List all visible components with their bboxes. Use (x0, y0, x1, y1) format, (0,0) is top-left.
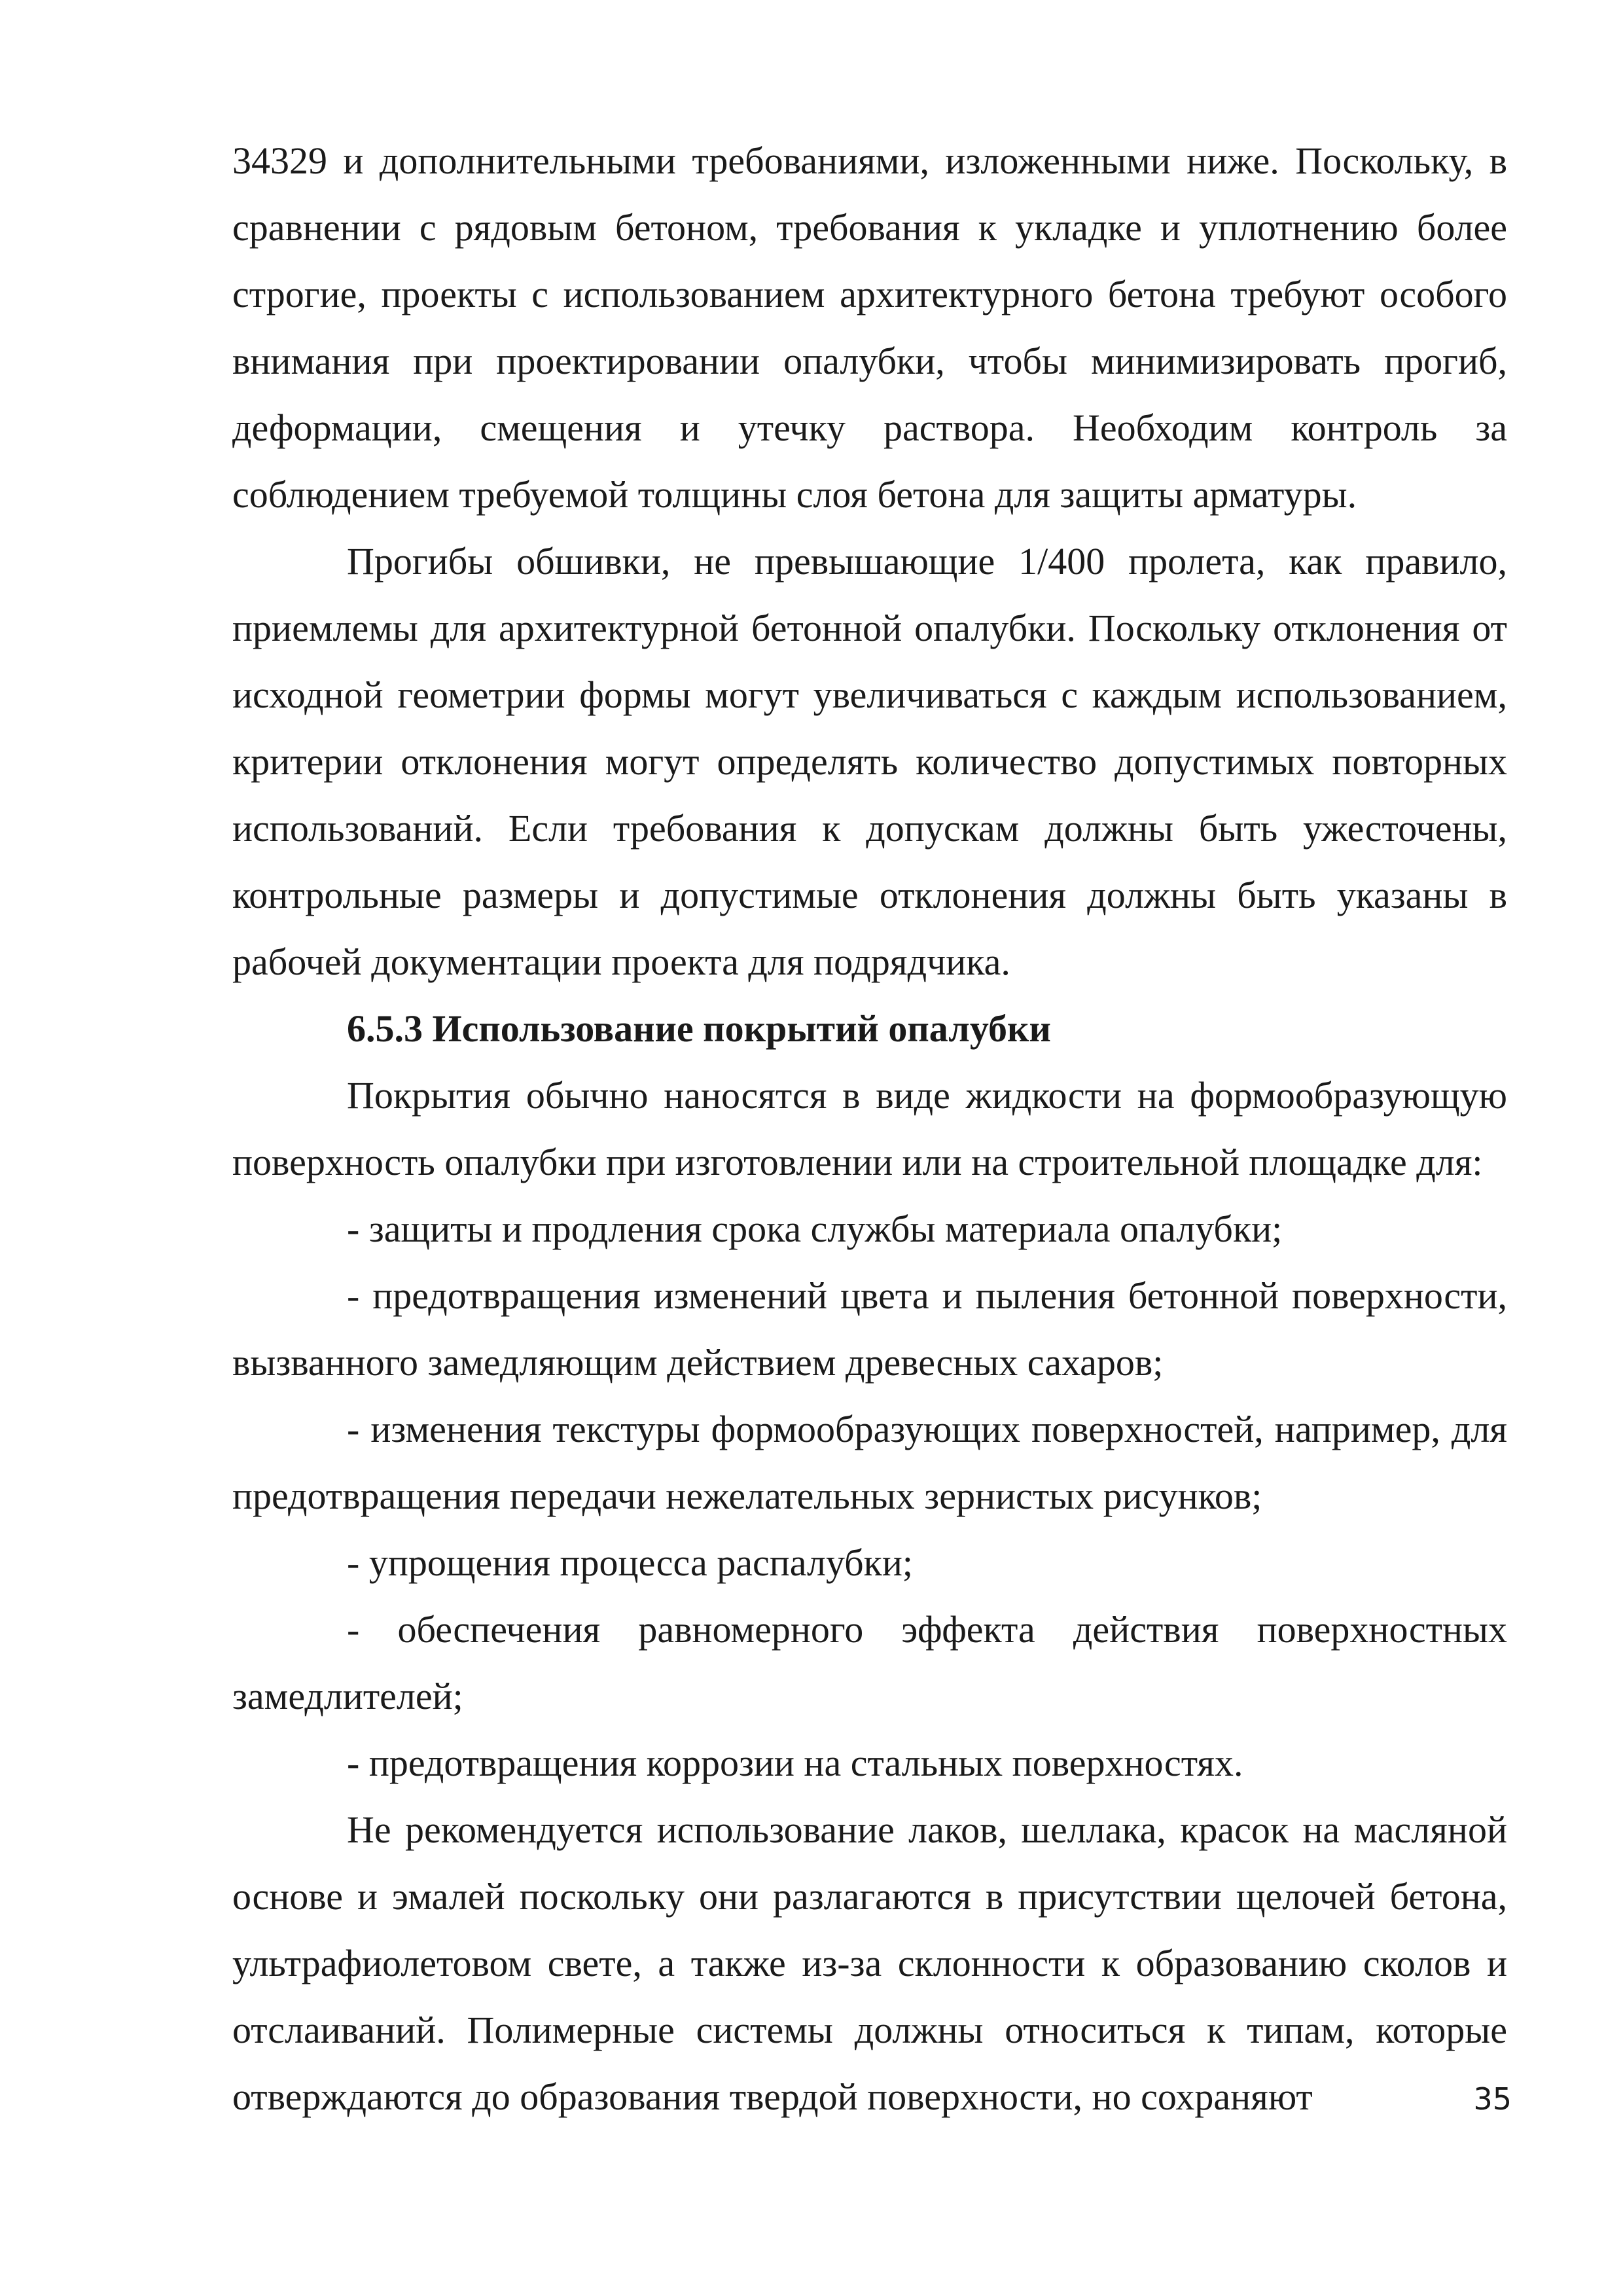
list-item: - изменения текстуры формообразующих поверхностей, например, для предотвращения передачи нежелательных зернистых рисунков; (232, 1408, 1507, 1517)
page-number: 35 (1473, 2081, 1512, 2117)
paragraph-1: 34329 и дополнительными требованиями, изложенными ниже. Поскольку, в сравнении с рядовым бетоном, требования к укладке и уплотнению более строгие, проекты с использованием архитектурного бетона требуют особого внимания при проектировании опалубки, чтобы минимизировать прогиб, деформации, смещения и утечку раствора. Необходим контроль за соблюдением требуемой толщины слоя бетона для защиты арматуры. (232, 139, 1507, 516)
page-body (232, 128, 1507, 2130)
list-item: - предотвращения изменений цвета и пыления бетонной поверхности, вызванного замедляющим действием древесных сахаров; (232, 1274, 1507, 1384)
list-item: - защиты и продления срока службы материала опалубки; (347, 1208, 1283, 1250)
paragraph-3: Покрытия обычно наносятся в виде жидкости на формообразующую поверхность опалубки при изготовлении или на строительной площадке для: (232, 1074, 1507, 1183)
section-heading: 6.5.3 Использование покрытий опалубки (347, 1007, 1051, 1050)
list-item: - упрощения процесса распалубки; (347, 1541, 914, 1584)
paragraph-4: Не рекомендуется использование лаков, шеллака, красок на масляной основе и эмалей поскольку они разлагаются в присутствии щелочей бетона, ультрафиолетовом свете, а также из-за склонности к образованию сколов и отслаиваний. Полимерные системы должны относиться к типам, которые отверждаются до образования твердой поверхности, но сохраняют (232, 1808, 1507, 2118)
list-item: - обеспечения равномерного эффекта действия поверхностных замедлителей; (232, 1608, 1507, 1717)
paragraph-2: Прогибы обшивки, не превышающие 1/400 пролета, как правило, приемлемы для архитектурной бетонной опалубки. Поскольку отклонения от исходной геометрии формы могут увеличиваться с каждым использованием, критерии отклонения могут определять количество допустимых повторных использований. Если требования к допускам должны быть ужесточены, контрольные размеры и допустимые отклонения должны быть указаны в рабочей документации проекта для подрядчика. (232, 540, 1507, 983)
list-item: - предотвращения коррозии на стальных поверхностях. (347, 1742, 1243, 1784)
